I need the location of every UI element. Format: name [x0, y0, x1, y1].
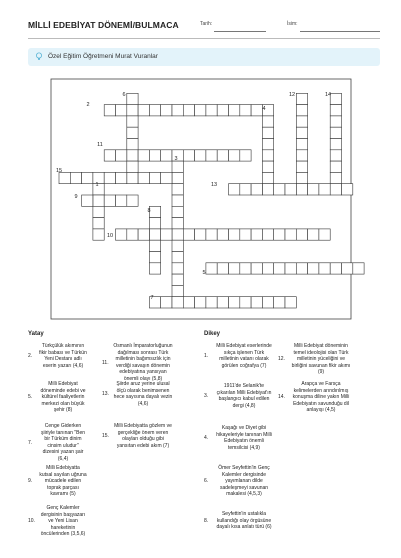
grid-cell[interactable] [262, 116, 273, 127]
grid-cell[interactable] [342, 263, 353, 274]
clue-index: 8. [204, 517, 209, 524]
down-clue [204, 511, 273, 531]
clue-text: Milli Edebiyatta kutsal sayılan uğruna mücadele edilen toprak parçası kavramı (5) [39, 465, 87, 497]
grid-cell[interactable] [172, 252, 183, 263]
clue-number: 9 [74, 194, 78, 200]
clue-text: Kaşağı ve Diyet gibi hikayeleriyle tanınan Milli Edebiyatın önemli temsilcisi (4,9) [216, 425, 272, 451]
grid-cell[interactable] [149, 172, 160, 183]
grid-cell[interactable] [172, 263, 183, 274]
clue-text: Milli Edebiyat döneminde edebi ve kültürel faaliyetlerin merkezi olan büyük şehir (8) [40, 381, 86, 413]
clue-number: 8 [147, 208, 151, 214]
clue-index: 2. [28, 353, 33, 359]
grid-cell[interactable] [296, 150, 307, 161]
grid-cell[interactable] [161, 297, 172, 308]
grid-cell[interactable] [296, 127, 307, 138]
grid-cell[interactable] [308, 229, 319, 240]
clue-text: Milli Edebiyat döneminin temel ideolojisi olan Türk milletinin yüceliğini ve birliğini savunan fikir akımı (9) [291, 343, 351, 375]
grid-cell[interactable] [262, 172, 273, 183]
clue-number: 3 [174, 156, 178, 162]
grid-cell[interactable] [127, 105, 138, 116]
grid-cell[interactable] [296, 184, 307, 195]
grid-cell[interactable] [127, 127, 138, 138]
grid-cell[interactable] [127, 139, 138, 150]
clue-index: 10. [28, 518, 35, 525]
grid-cell[interactable] [70, 172, 81, 183]
grid-cell[interactable] [330, 150, 341, 161]
grid-cell[interactable] [240, 229, 251, 240]
grid-cell[interactable] [274, 297, 285, 308]
grid-cell[interactable] [285, 263, 296, 274]
grid-cell[interactable] [127, 195, 138, 206]
clue-number: 15 [55, 168, 63, 174]
grid-cell[interactable] [104, 172, 115, 183]
grid-cell[interactable] [127, 150, 138, 161]
grid-cell[interactable] [262, 127, 273, 138]
grid-cell[interactable] [93, 229, 104, 240]
across-clue [28, 423, 87, 462]
grid-cell[interactable] [262, 184, 273, 195]
grid-cell[interactable] [274, 184, 285, 195]
grid-cell[interactable] [172, 297, 183, 308]
grid-cell[interactable] [251, 184, 262, 195]
grid-cell[interactable] [116, 195, 127, 206]
grid-cell[interactable] [240, 297, 251, 308]
down-clue [204, 383, 273, 409]
grid-cell[interactable] [296, 172, 307, 183]
grid-cell[interactable] [127, 93, 138, 104]
grid-cell[interactable] [104, 195, 115, 206]
grid-cell[interactable] [330, 172, 341, 183]
across-clue [102, 423, 173, 449]
grid-cell[interactable] [127, 172, 138, 183]
clue-text: Şiirde aruz yerine ulusal ölçü olarak benimsenen hece sayısına dayalı vezin (4,6) [113, 381, 173, 407]
grid-cell[interactable] [285, 184, 296, 195]
grid-cell[interactable] [206, 297, 217, 308]
grid-cell[interactable] [138, 105, 149, 116]
grid-cell[interactable] [262, 139, 273, 150]
grid-cell[interactable] [104, 150, 115, 161]
grid-cell[interactable] [149, 240, 160, 251]
clue-number: 1 [95, 182, 99, 188]
clue-number: 13 [210, 182, 218, 188]
grid-cell[interactable] [251, 229, 262, 240]
grid-cell[interactable] [229, 229, 240, 240]
clue-number: 4 [262, 106, 266, 112]
clue-index: 3. [204, 393, 209, 399]
grid-cell[interactable] [330, 127, 341, 138]
grid-cell[interactable] [127, 116, 138, 127]
grid-cell[interactable] [149, 206, 160, 217]
grid-cell[interactable] [172, 274, 183, 285]
grid-cell[interactable] [330, 93, 341, 104]
grid-cell[interactable] [172, 206, 183, 217]
grid-cell[interactable] [172, 240, 183, 251]
grid-cell[interactable] [116, 105, 127, 116]
clue-text: Seyfettin'in ustalıkla kullandığı olay örgüsüne dayalı kısa anlatı türü (6) [216, 511, 272, 530]
clue-text: Cenge Giderken şiiriyle tanınan "Ben bir Türküm dinim cinsim uludur" dizesini yazan şair (6,4) [40, 423, 86, 462]
grid-cell[interactable] [296, 105, 307, 116]
grid-cell[interactable] [262, 297, 273, 308]
grid-cell[interactable] [195, 229, 206, 240]
grid-cell[interactable] [149, 105, 160, 116]
clue-number: 7 [150, 295, 154, 301]
grid-cell[interactable] [262, 229, 273, 240]
grid-cell[interactable] [251, 297, 262, 308]
grid-cell[interactable] [296, 263, 307, 274]
grid-cell[interactable] [240, 263, 251, 274]
clue-number: 12 [288, 92, 296, 98]
grid-cell[interactable] [172, 161, 183, 172]
across-clue [102, 343, 173, 382]
grid-cell[interactable] [240, 105, 251, 116]
clue-text: Ömer Seyfettin'in Genç Kalemler dergisinde yayımlanan dilde sadeleşmeyi savunan makalesi (4,5,3) [218, 465, 270, 497]
grid-cell[interactable] [217, 297, 228, 308]
grid-cell[interactable] [353, 263, 364, 274]
grid-cell[interactable] [82, 195, 93, 206]
grid-cell[interactable] [183, 150, 194, 161]
clue-index: 4. [204, 435, 209, 441]
name-label: İsim: [287, 21, 298, 27]
grid-cell[interactable] [161, 150, 172, 161]
grid-cell[interactable] [285, 297, 296, 308]
grid-cell[interactable] [93, 206, 104, 217]
grid-cell[interactable] [217, 105, 228, 116]
clue-index: 13. [102, 391, 109, 397]
clue-text: Genç Kalemler dergisinin başyazarı ve Yeni Lisan hareketinin öncülerinden (3,5,6) [40, 505, 86, 537]
grid-cell[interactable] [59, 172, 70, 183]
clue-text: 1911'de Selanik'te çıkarılan Milli Edebiyat'ın başlangıcı kabul edilen dergi (4,8) [216, 383, 272, 409]
grid-cell[interactable] [229, 184, 240, 195]
grid-cell[interactable] [240, 150, 251, 161]
clue-index: 11. [102, 359, 109, 366]
grid-cell[interactable] [296, 139, 307, 150]
date-label: Tarih: [200, 21, 213, 27]
grid-cell[interactable] [172, 172, 183, 183]
clue-index: 15. [102, 433, 109, 439]
grid-cell[interactable] [206, 150, 217, 161]
down-heading: Dikey [204, 331, 221, 337]
clue-index: 9. [28, 478, 33, 485]
grid-cell[interactable] [161, 229, 172, 240]
page-title: MİLLİ EDEBİYAT DÖNEMİ/BULMACA [28, 20, 179, 30]
down-clue [278, 343, 353, 376]
grid-cell[interactable] [251, 105, 262, 116]
clue-number: 6 [122, 92, 126, 98]
clue-number: 14 [324, 92, 332, 98]
grid-cell[interactable] [183, 105, 194, 116]
grid-cell[interactable] [195, 150, 206, 161]
clue-text: Osmanlı İmparatorluğunun dağılması sonrası Türk milletinin bağımsızlık için verdiği savaşın dönemin edebiyatına yansıyan önemli olayı (5,8) [113, 343, 173, 382]
grid-cell[interactable] [149, 150, 160, 161]
clue-text: Milli Edebiyat eserlerinde sıkça işlenen Türk milletinin vatanı olarak görülen coğrafya (7) [216, 343, 272, 369]
grid-cell[interactable] [138, 150, 149, 161]
grid-cell[interactable] [206, 105, 217, 116]
clue-index: 5. [28, 394, 33, 401]
grid-cell[interactable] [274, 229, 285, 240]
author-text: Özel Eğitim Öğretmeni Murat Vuranlar [48, 53, 158, 60]
grid-cell[interactable] [330, 116, 341, 127]
grid-cell[interactable] [330, 263, 341, 274]
grid-cell[interactable] [138, 229, 149, 240]
grid-cell[interactable] [217, 263, 228, 274]
grid-cell[interactable] [319, 263, 330, 274]
clue-number: 2 [86, 102, 90, 108]
across-heading: Yatay [28, 331, 44, 337]
grid-cell[interactable] [240, 184, 251, 195]
clue-index: 14. [278, 394, 285, 401]
grid-cell[interactable] [217, 150, 228, 161]
down-clue [204, 465, 273, 498]
clue-number: 10 [106, 233, 114, 239]
across-clue [102, 381, 173, 407]
clue-text: Arapça ve Farsça kelimelerden arındırılmış konuşma diline yakın Milli Edebiyatın savunduğu dil anlayışı (4,5) [292, 381, 350, 413]
grid-cell[interactable] [116, 229, 127, 240]
grid-cell[interactable] [274, 263, 285, 274]
grid-cell[interactable] [262, 161, 273, 172]
grid-cell[interactable] [149, 229, 160, 240]
grid-cell[interactable] [229, 297, 240, 308]
grid-cell[interactable] [330, 161, 341, 172]
across-clue [28, 465, 87, 498]
grid-cell[interactable] [172, 195, 183, 206]
clue-text: Milli Edebiyatta gözlem ve gerçekliğe önem veren olayları olduğu gibi yansıtan edebi akım (7) [114, 423, 172, 449]
grid-cell[interactable] [183, 297, 194, 308]
down-clue [204, 425, 273, 451]
clue-index: 7. [28, 439, 33, 446]
grid-cell[interactable] [172, 229, 183, 240]
grid-cell[interactable] [296, 229, 307, 240]
grid-cell[interactable] [161, 105, 172, 116]
grid-cell[interactable] [149, 263, 160, 274]
across-clue [28, 381, 87, 414]
clue-index: 6. [204, 478, 209, 485]
clue-text: Türkçülük akımının fikir babası ve Türkün Yeni Destanı adlı eserin yazarı (4,6) [39, 343, 87, 369]
grid-cell[interactable] [93, 218, 104, 229]
grid-cell[interactable] [183, 229, 194, 240]
grid-cell[interactable] [229, 263, 240, 274]
clue-number: 5 [202, 270, 206, 276]
grid-cell[interactable] [308, 184, 319, 195]
grid-cell[interactable] [285, 229, 296, 240]
grid-cell[interactable] [330, 105, 341, 116]
across-clue [28, 343, 87, 369]
grid-cell[interactable] [195, 297, 206, 308]
grid-cell[interactable] [172, 105, 183, 116]
grid-cell[interactable] [319, 229, 330, 240]
grid-cell[interactable] [229, 150, 240, 161]
grid-cell[interactable] [93, 195, 104, 206]
grid-cell[interactable] [116, 172, 127, 183]
clue-index: 12. [278, 356, 285, 363]
grid-cell[interactable] [82, 172, 93, 183]
grid-cell[interactable] [330, 139, 341, 150]
clue-number: 11 [97, 142, 103, 148]
grid-cell[interactable] [296, 161, 307, 172]
across-clue [28, 505, 87, 538]
grid-cell[interactable] [138, 172, 149, 183]
clue-index: 1. [204, 353, 209, 359]
grid-cell[interactable] [262, 150, 273, 161]
grid-cell[interactable] [342, 184, 353, 195]
grid-cell[interactable] [206, 263, 217, 274]
grid-cell[interactable] [296, 116, 307, 127]
down-clue [278, 381, 353, 414]
grid-cell[interactable] [172, 285, 183, 296]
grid-cell[interactable] [195, 105, 206, 116]
grid-cell[interactable] [308, 263, 319, 274]
grid-cell[interactable] [149, 218, 160, 229]
grid-cell[interactable] [127, 161, 138, 172]
grid-cell[interactable] [104, 105, 115, 116]
down-clue [204, 343, 273, 369]
grid-cell[interactable] [330, 184, 341, 195]
grid-cell[interactable] [251, 263, 262, 274]
grid-cell[interactable] [127, 229, 138, 240]
grid-cell[interactable] [116, 150, 127, 161]
grid-cell[interactable] [206, 229, 217, 240]
grid-cell[interactable] [319, 184, 330, 195]
grid-cell[interactable] [217, 229, 228, 240]
grid-cell[interactable] [172, 218, 183, 229]
grid-cell[interactable] [262, 263, 273, 274]
grid-cell[interactable] [229, 105, 240, 116]
grid-cell[interactable] [149, 252, 160, 263]
grid-cell[interactable] [161, 172, 172, 183]
grid-cell[interactable] [172, 184, 183, 195]
grid-cell[interactable] [296, 93, 307, 104]
